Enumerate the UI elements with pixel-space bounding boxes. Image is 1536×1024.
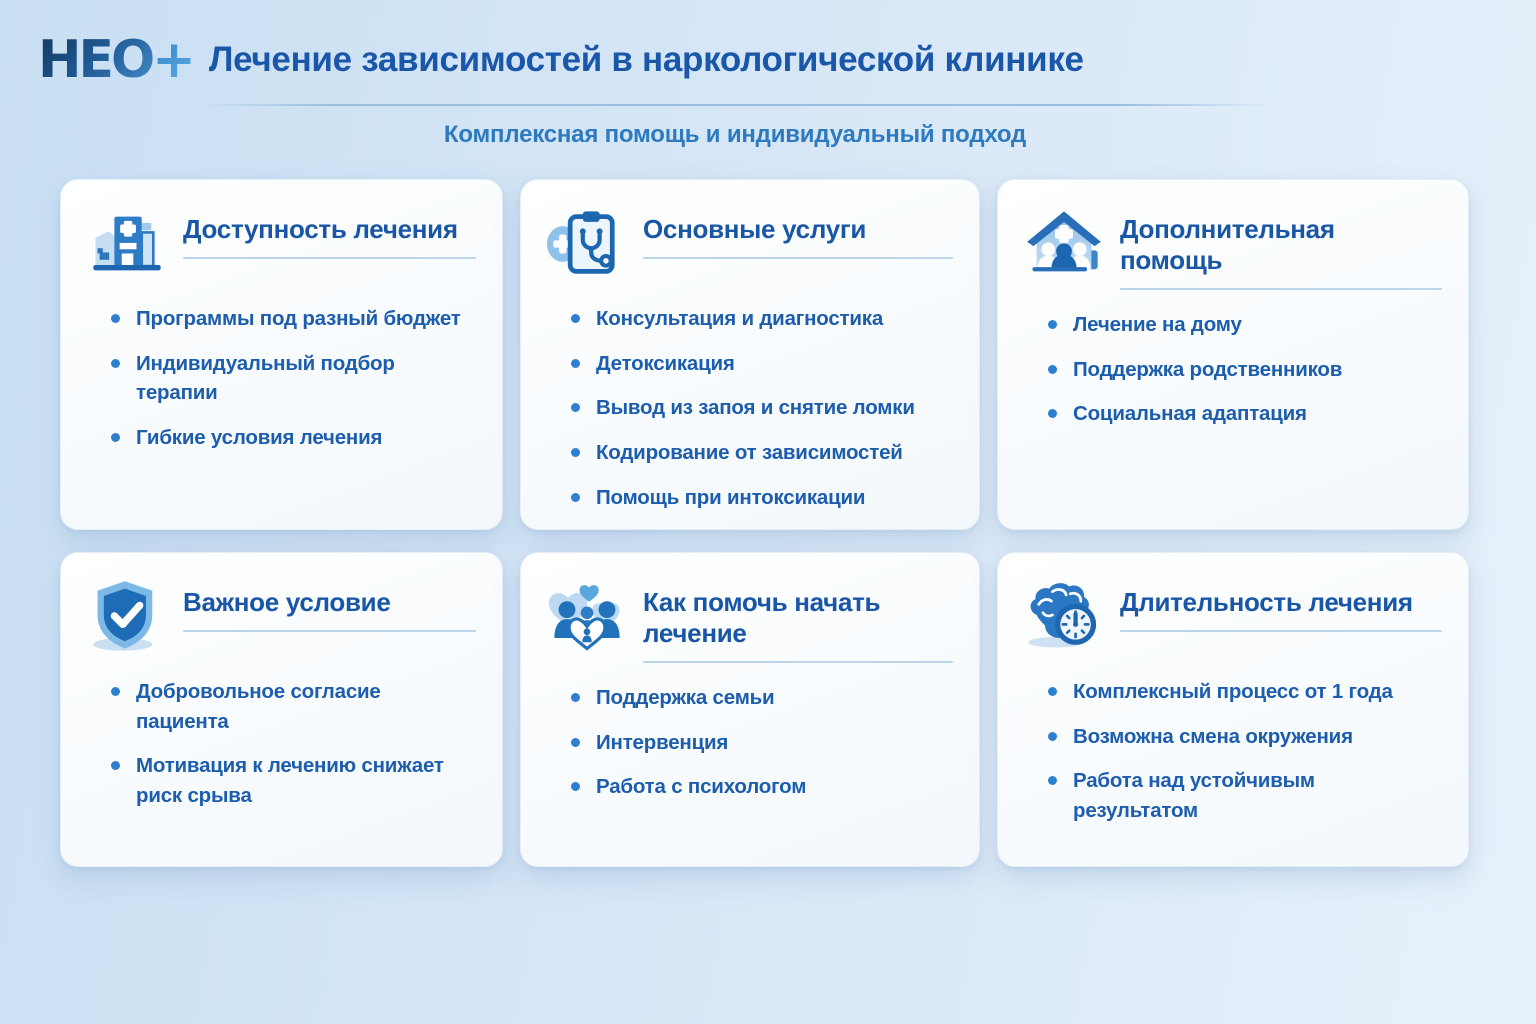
- list-item-text: Детоксикация: [596, 351, 735, 375]
- list-item: [111, 304, 476, 334]
- card-items: [1024, 310, 1442, 429]
- card-title: Основные услуги: [643, 214, 867, 244]
- list-item: [571, 304, 953, 334]
- card-head: [1024, 204, 1442, 290]
- list-item: [1048, 766, 1442, 825]
- bullet-dot: [571, 359, 580, 368]
- bullet-dot: [571, 314, 580, 323]
- page-title: Лечение зависимостей в наркологической клинике: [208, 40, 1084, 79]
- list-item: [1048, 399, 1442, 429]
- list-item: [1048, 677, 1442, 707]
- card-head-text: [183, 204, 476, 259]
- card-title: Важное условие: [183, 587, 391, 617]
- page-header: [0, 0, 1536, 149]
- title-row: [38, 30, 1536, 90]
- logo-text: НЕО: [38, 30, 153, 90]
- bullet-dot: [1048, 776, 1057, 785]
- card-important-condition: [60, 552, 503, 867]
- list-item: [571, 438, 953, 468]
- list-item-text: Комплексный процесс от 1 года: [1073, 680, 1393, 703]
- list-item: [1048, 722, 1442, 752]
- card-head-text: [183, 577, 476, 632]
- card-treatment-availability: [60, 179, 503, 530]
- card-main-services: [520, 179, 980, 530]
- list-item: [571, 393, 953, 423]
- card-head: [547, 204, 953, 284]
- card-divider: [643, 661, 953, 663]
- list-item: [571, 349, 953, 379]
- bullet-dot: [1048, 687, 1057, 696]
- card-additional-help: [997, 179, 1469, 530]
- card-head-text: [643, 204, 953, 259]
- logo-plus-icon: +: [152, 30, 193, 90]
- card-head: [1024, 577, 1442, 657]
- card-head: [87, 204, 476, 284]
- list-item: [1048, 310, 1442, 340]
- bullet-dot: [1048, 409, 1057, 418]
- clipboard-stethoscope-icon: [547, 204, 627, 284]
- card-items: [547, 683, 953, 802]
- list-item: [111, 751, 476, 810]
- list-item-text: Интервенция: [596, 730, 729, 754]
- card-divider: [183, 257, 476, 259]
- list-item: [1048, 355, 1442, 385]
- list-item-text: Вывод из запоя и снятие ломки: [596, 396, 915, 420]
- card-items: [1024, 677, 1442, 826]
- list-item-text: Мотивация к лечению снижает риск срыва: [136, 754, 444, 808]
- cards-grid: [60, 179, 1536, 867]
- card-head: [87, 577, 476, 657]
- list-item-text: Программы под разный бюджет: [136, 307, 461, 330]
- card-items: [547, 304, 953, 513]
- card-title: Дополнительная помощь: [1120, 214, 1335, 275]
- list-item-text: Кодирование от зависимостей: [596, 441, 903, 465]
- bullet-dot: [111, 314, 120, 323]
- card-head-text: [643, 577, 953, 663]
- list-item-text: Работа над устойчивым результатом: [1073, 769, 1315, 823]
- list-item: [571, 483, 953, 513]
- list-item-text: Добровольное согласие пациента: [136, 680, 381, 733]
- list-item: [571, 772, 953, 802]
- bullet-dot: [1048, 732, 1057, 741]
- bullet-dot: [571, 782, 580, 791]
- bullet-dot: [1048, 365, 1057, 374]
- list-item: [571, 683, 953, 713]
- hospital-building-icon: [87, 204, 167, 284]
- bullet-dot: [571, 403, 580, 412]
- list-item-text: Индивидуальный подбор терапии: [136, 351, 395, 405]
- list-item-text: Поддержка родственников: [1073, 357, 1343, 381]
- card-treatment-duration: [997, 552, 1469, 867]
- card-head-text: [1120, 204, 1442, 290]
- list-item: [111, 423, 476, 453]
- card-divider: [183, 630, 476, 632]
- list-item-text: Гибкие условия лечения: [136, 426, 383, 450]
- card-how-to-start-treatment: [520, 552, 980, 867]
- bullet-dot: [1048, 320, 1057, 329]
- bullet-dot: [571, 693, 580, 702]
- family-heart-icon: [547, 577, 627, 657]
- bullet-dot: [571, 448, 580, 457]
- card-items: [87, 677, 476, 811]
- header-divider: [200, 104, 1270, 106]
- bullet-dot: [571, 738, 580, 747]
- list-item-text: Социальная адаптация: [1073, 402, 1307, 426]
- list-item: [111, 677, 476, 736]
- card-head-text: [1120, 577, 1442, 632]
- card-title: Длительность лечения: [1120, 587, 1413, 617]
- list-item: [111, 349, 476, 408]
- card-divider: [1120, 630, 1442, 632]
- card-title: Как помочь начать лечение: [643, 587, 881, 648]
- bullet-dot: [111, 687, 120, 696]
- card-divider: [643, 257, 953, 259]
- list-item-text: Лечение на дому: [1073, 313, 1242, 336]
- bullet-dot: [111, 433, 120, 442]
- bullet-dot: [571, 493, 580, 502]
- card-divider: [1120, 288, 1442, 290]
- list-item-text: Поддержка семьи: [596, 686, 775, 709]
- list-item-text: Работа с психологом: [596, 775, 807, 799]
- card-head: [547, 577, 953, 663]
- home-care-family-icon: [1024, 204, 1104, 284]
- page-subtitle: Комплексная помощь и индивидуальный подход: [443, 121, 1027, 148]
- card-items: [87, 304, 476, 453]
- clinic-logo: [38, 30, 193, 90]
- bullet-dot: [111, 761, 120, 770]
- shield-check-icon: [87, 577, 167, 657]
- card-title: Доступность лечения: [183, 214, 458, 244]
- list-item-text: Консультация и диагностика: [596, 307, 884, 330]
- list-item: [571, 728, 953, 758]
- bullet-dot: [111, 359, 120, 368]
- brain-clock-icon: [1024, 577, 1104, 657]
- list-item-text: Помощь при интоксикации: [596, 485, 866, 509]
- list-item-text: Возможна смена окружения: [1073, 724, 1353, 748]
